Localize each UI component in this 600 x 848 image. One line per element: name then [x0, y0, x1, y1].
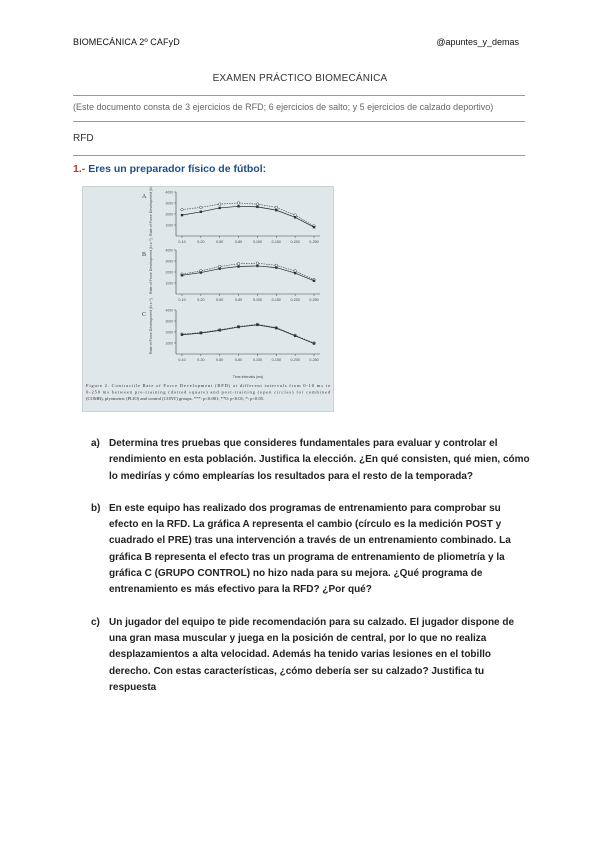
x-tick-label: 0-150	[271, 240, 281, 244]
panel-label: C	[142, 312, 147, 318]
data-point-pre	[313, 342, 315, 344]
x-axis-title: Time intervals (ms)	[232, 375, 264, 379]
data-point-post	[200, 206, 203, 209]
data-point-pre	[256, 206, 258, 208]
data-point-post	[218, 265, 221, 268]
data-point-pre	[294, 272, 296, 274]
data-point-post	[218, 203, 221, 206]
exam-note: (Este documento consta de 3 ejercicios de RFD; 6 ejercicios de salto; y 5 ejercicios de calzado deportivo)	[73, 102, 494, 112]
x-tick-label: 0-200	[290, 240, 300, 244]
data-point-pre	[219, 207, 221, 209]
sub-question-b	[91, 501, 531, 599]
data-point-pre	[219, 268, 221, 270]
y-tick-label: 1000	[165, 341, 173, 346]
data-point-post	[294, 270, 297, 273]
panel-label: B	[142, 252, 147, 258]
data-point-pre	[200, 271, 202, 273]
y-tick-label: 4000	[165, 248, 173, 253]
sub-questions	[91, 436, 531, 712]
data-point-post	[275, 206, 278, 209]
data-point-pre	[275, 266, 277, 268]
data-point-pre	[237, 265, 239, 267]
y-tick-label: 4000	[165, 308, 173, 313]
x-tick-label: 0-200	[290, 358, 300, 362]
data-point-post	[237, 262, 240, 265]
data-point-pre	[219, 329, 221, 331]
y-tick-label: 3000	[165, 319, 173, 324]
data-point-pre	[200, 211, 202, 213]
data-point-post	[256, 262, 259, 265]
data-point-pre	[313, 280, 315, 282]
x-tick-label: 0-10	[178, 298, 186, 302]
data-point-pre	[275, 327, 277, 329]
y-tick-label: 2000	[165, 270, 173, 275]
question-text: Eres un preparador físico de fútbol:	[88, 163, 267, 175]
x-tick-label: 0-150	[271, 298, 281, 302]
y-tick-label: 2000	[165, 212, 173, 217]
section-divider	[73, 155, 525, 156]
rfd-chart	[82, 186, 334, 412]
section-heading: RFD	[73, 133, 94, 144]
data-point-pre	[237, 326, 239, 328]
x-tick-label: 0-80	[234, 298, 243, 302]
y-tick-label: 4000	[165, 190, 173, 195]
x-tick-label: 0-250	[309, 240, 319, 244]
data-point-post	[237, 202, 240, 205]
sub-question-label: c)	[91, 616, 100, 628]
x-tick-label: 0-100	[252, 240, 263, 244]
figure-caption-line: 0-250 ms between pre-training (dotted square) and post-training (open circles) for combined	[86, 389, 331, 395]
y-axis-label: Rate of Force Development (N.s⁻¹)	[149, 298, 153, 354]
data-point-pre	[200, 332, 202, 334]
y-tick-label: 3000	[165, 201, 173, 206]
data-point-pre	[181, 214, 183, 216]
header-author: @apuntes_y_demas	[436, 37, 519, 47]
y-tick-label: 1000	[165, 281, 173, 286]
y-tick-label: 1000	[165, 223, 173, 228]
x-tick-label: 0-200	[290, 298, 300, 302]
sub-question-label: a)	[91, 438, 100, 449]
rfd-figure	[82, 186, 334, 412]
x-tick-label: 0-250	[309, 358, 319, 362]
data-point-pre	[313, 226, 315, 228]
data-point-post	[275, 264, 278, 267]
x-tick-label: 0-100	[252, 358, 263, 362]
question-1	[73, 163, 266, 175]
note-divider	[73, 121, 525, 122]
y-tick-label: 3000	[165, 259, 173, 264]
x-tick-label: 0-10	[178, 240, 186, 244]
x-tick-label: 0-20	[197, 298, 205, 302]
panel-label: A	[142, 194, 147, 200]
data-point-pre	[294, 335, 296, 337]
x-tick-label: 0-250	[309, 298, 319, 302]
x-tick-label: 0-150	[271, 358, 281, 362]
sub-question-label: b)	[91, 502, 101, 514]
figure-caption-line: (COMB), plyometric (PLIO) and control (CONT) groups. ***: p<0.001; **0: p<0.01; *: p<0.05.	[86, 396, 265, 401]
x-tick-label: 0-20	[197, 358, 205, 362]
x-tick-label: 0-20	[197, 240, 205, 244]
x-tick-label: 0-80	[234, 240, 243, 244]
x-tick-label: 0-80	[234, 358, 243, 362]
y-axis-label: Rate of Force Development (N.s⁻¹)	[149, 186, 153, 236]
figure-caption-line: Figure 2. Contractile Rate of Force Development (RFD) at different intervals from 0-10 ms to	[86, 383, 330, 388]
data-point-pre	[181, 334, 183, 336]
data-point-pre	[237, 205, 239, 207]
sub-question-a	[91, 436, 531, 485]
data-point-pre	[181, 274, 183, 276]
x-tick-label: 0-50	[216, 298, 224, 302]
x-tick-label: 0-50	[216, 358, 224, 362]
title-divider	[73, 95, 525, 96]
y-tick-label: 2000	[165, 330, 173, 335]
x-tick-label: 0-100	[252, 298, 263, 302]
exam-title: EXAMEN PRÁCTICO BIOMECÁNICA	[212, 73, 388, 84]
data-point-post	[181, 208, 184, 211]
data-point-pre	[256, 265, 258, 267]
sub-question-text: En este equipo has realizado dos programas de entrenamiento para comprobar su efecto en la RFD. La gráfica A representa el cambio (círculo es la medición POST y cuadrado el PRE) tras una intervención a través de un entrenamiento combinado. La gráfica B representa el efecto tras un programa de entrenamiento de pliometría y la gráfica C (GRUPO CONTROL) no hizo nada para su mejora. ¿Qué programa de entrenamiento es más efectivo para la RFD? ¿Por qué?	[109, 502, 511, 596]
data-point-pre	[256, 324, 258, 326]
sub-question-text: Un jugador del equipo te pide recomendación para su calzado. El jugador dispone de una gran masa muscular y juega en la posición de central, por lo que no realiza desplazamientos a alta velocidad. Además ha tenido varias lesiones en el tobillo derecho. Con estas características, ¿cómo debería ser su calzado? Justifica tu respuesta	[109, 616, 515, 693]
x-tick-label: 0-10	[178, 358, 186, 362]
header-subject: BIOMECÁNICA 2º CAFyD	[73, 37, 180, 47]
question-number: 1.-	[73, 163, 86, 175]
sub-question-c	[91, 615, 531, 696]
data-point-pre	[275, 209, 277, 211]
data-point-pre	[294, 216, 296, 218]
y-axis-label: Rate of Force Development (N.s⁻¹)	[149, 238, 153, 294]
data-point-post	[294, 214, 297, 217]
x-tick-label: 0-50	[216, 240, 224, 244]
data-point-post	[256, 203, 259, 206]
sub-question-text: Determina tres pruebas que consideres fundamentales para evaluar y controlar el rendimiento en esta población. Justifica la elección. ¿En qué consisten, qué mien, cómo lo medirías y cómo emplearías los resultados para el resto de la temporada?	[109, 438, 530, 482]
